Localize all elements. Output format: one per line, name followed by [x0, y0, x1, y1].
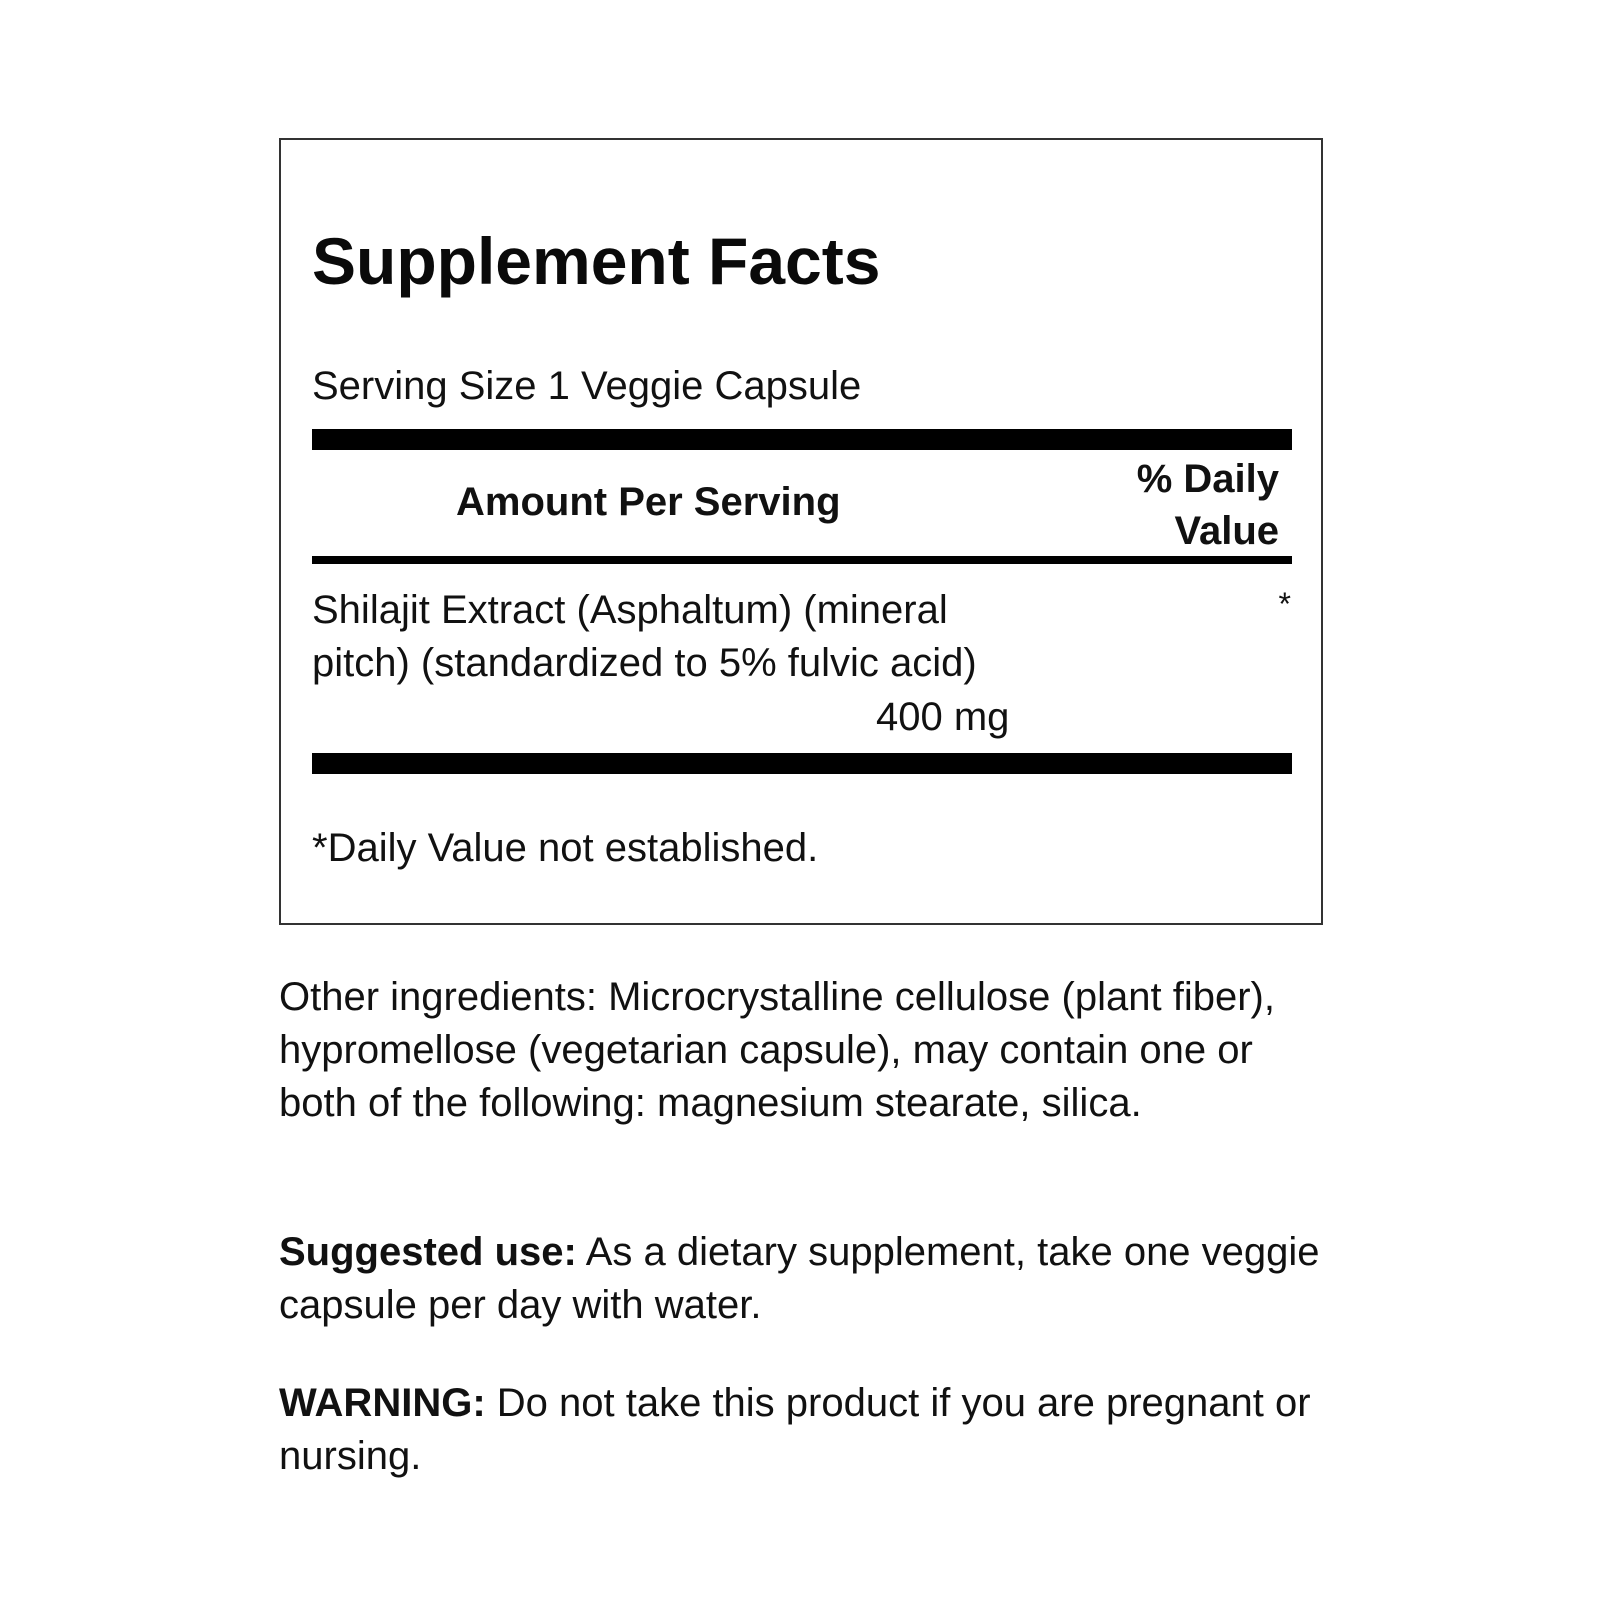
facts-title: Supplement Facts	[312, 224, 881, 298]
divider-thin	[312, 556, 1292, 564]
daily-value-footnote: *Daily Value not established.	[312, 826, 819, 870]
ingredient-amount: 400 mg	[876, 695, 1010, 739]
warning-label: WARNING:	[279, 1381, 486, 1425]
other-ingredients: Other ingredients: Microcrystalline cellulose (plant fiber), hypromellose (vegetarian capsule), may contain one or both of the following: magnesium stearate, silica.	[279, 975, 1275, 1125]
suggested-use	[279, 1226, 1329, 1332]
daily-value-header-line1: % Daily	[1136, 457, 1279, 501]
daily-value-header	[1079, 453, 1279, 557]
daily-value-header-line2: Value	[1174, 509, 1279, 553]
ingredient-daily-value: *	[1278, 586, 1291, 622]
serving-size: Serving Size 1 Veggie Capsule	[312, 364, 862, 408]
warning	[279, 1377, 1329, 1483]
suggested-use-text: As a dietary supplement, take one veggie capsule per day with water.	[279, 1230, 1320, 1327]
divider-thick-top	[312, 429, 1292, 450]
suggested-use-label: Suggested use:	[279, 1230, 577, 1274]
divider-thick-bottom	[312, 753, 1292, 774]
amount-per-serving-header: Amount Per Serving	[456, 480, 841, 524]
supplement-facts-panel	[279, 138, 1323, 925]
ingredient-name: Shilajit Extract (Asphaltum) (mineral pitch) (standardized to 5% fulvic acid)	[312, 588, 977, 685]
warning-text: Do not take this product if you are pregnant or nursing.	[279, 1381, 1311, 1478]
